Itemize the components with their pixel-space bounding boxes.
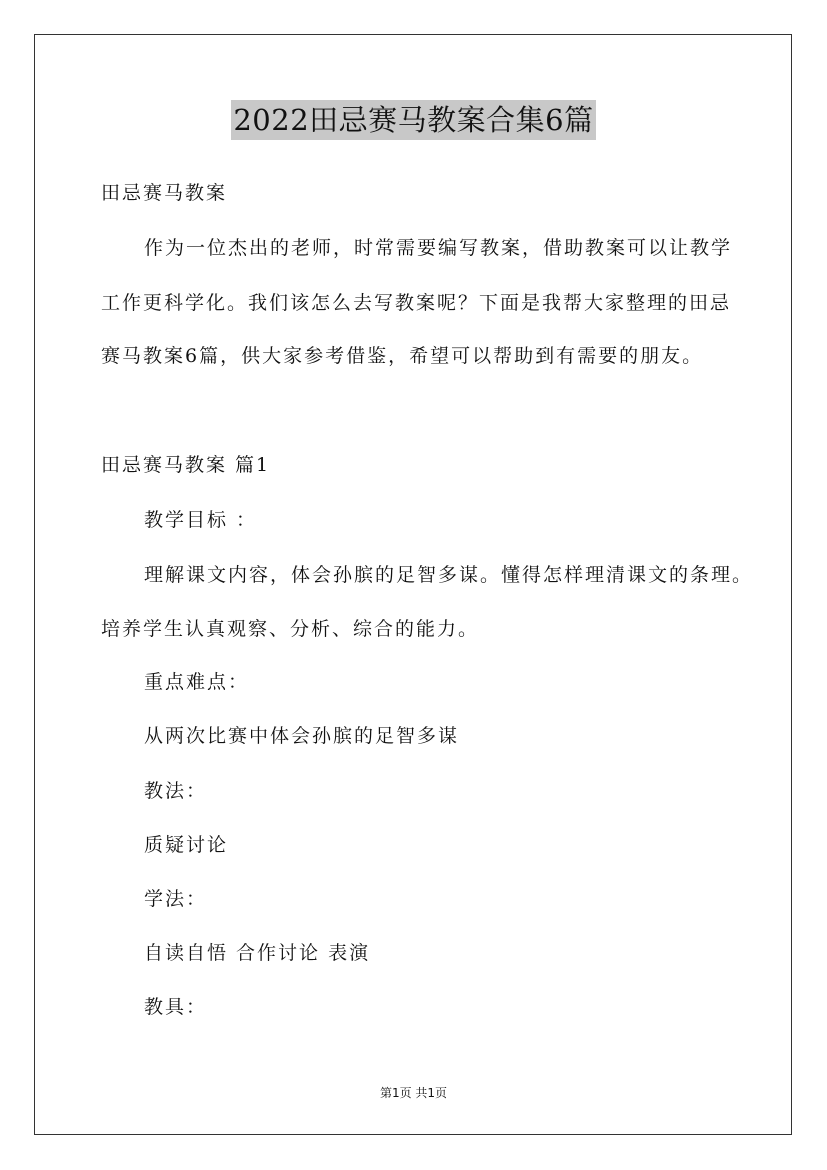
page-footer: 第1页 共1页 — [379, 1086, 448, 1100]
body-line: 教学目标 ： — [144, 509, 258, 531]
body-line: 重点难点： — [144, 671, 250, 693]
body-line: 教法： — [144, 780, 208, 802]
intro-paragraph-line: 作为一位杰出的老师，时常需要编写教案，借助教案可以让教学 — [144, 237, 733, 259]
intro-paragraph-line: 工作更科学化。我们该怎么去写教案呢？下面是我帮大家整理的田忌 — [101, 292, 732, 314]
body-line: 从两次比赛中体会孙膑的足智多谋 — [144, 725, 460, 747]
title-container — [0, 100, 827, 140]
section-heading: 田忌赛马教案 — [101, 182, 228, 204]
body-line: 理解课文内容，体会孙膑的足智多谋。懂得怎样理清课文的条理。 — [144, 564, 754, 586]
body-line: 教具： — [144, 996, 208, 1018]
body-line: 质疑讨论 — [144, 834, 229, 856]
intro-paragraph-line: 赛马教案6篇，供大家参考借鉴，希望可以帮助到有需要的朋友。 — [101, 345, 704, 367]
body-line: 培养学生认真观察、分析、综合的能力。 — [101, 618, 480, 640]
document-title: 2022田忌赛马教案合集6篇 — [231, 100, 595, 140]
body-line: 学法： — [144, 888, 208, 910]
section-heading: 田忌赛马教案 篇1 — [101, 454, 271, 476]
body-line: 自读自悟 合作讨论 表演 — [144, 942, 371, 964]
